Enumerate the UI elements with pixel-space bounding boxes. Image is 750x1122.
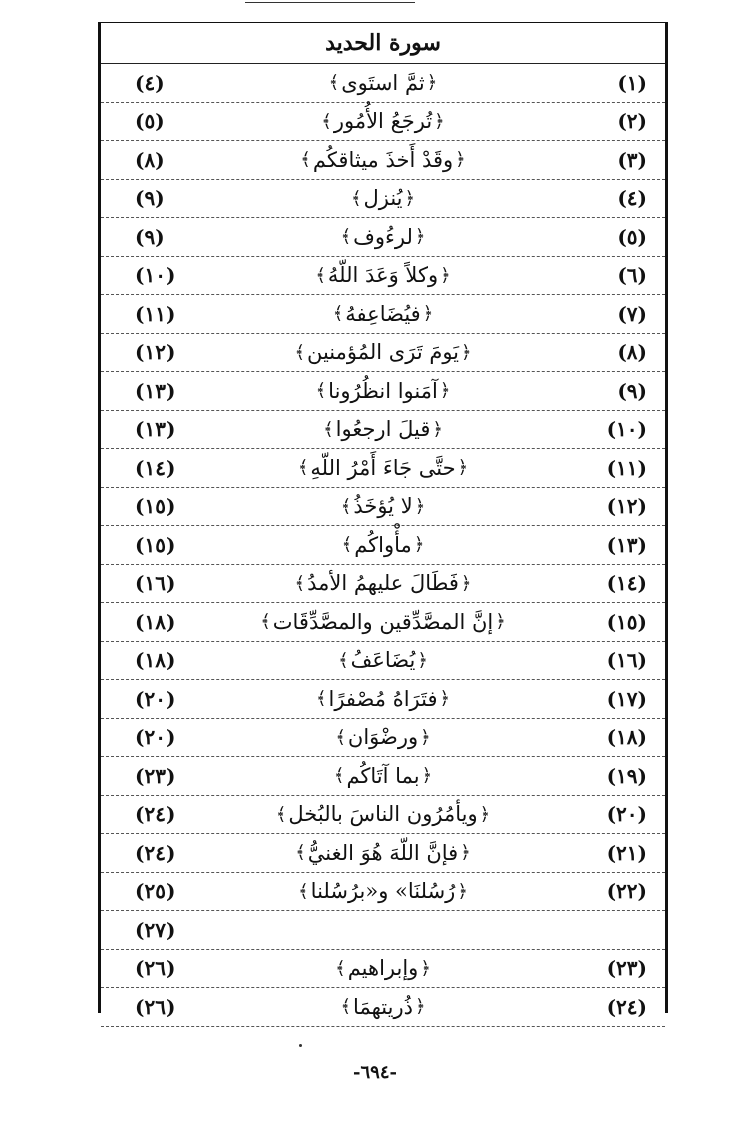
table-row (101, 141, 665, 180)
surah-title: سورة الحديد (101, 23, 665, 64)
verse-index: (٦) (617, 263, 647, 288)
verse-text-group (334, 764, 432, 788)
ornament-close-icon: ﴾ (300, 149, 311, 171)
verse-index: (١١) (606, 455, 647, 480)
ornament-open-icon: ﴿ (460, 572, 472, 594)
verse-index: (١٥) (606, 609, 647, 634)
table-row (101, 449, 665, 488)
top-rule (245, 2, 415, 3)
verse-index: (٣) (617, 147, 647, 172)
table-row (101, 873, 665, 912)
verse-text-group (316, 379, 451, 403)
page-reference: (٨) (135, 147, 165, 172)
verse-index: (١٤) (606, 571, 647, 596)
ornament-open-icon: ﴿ (455, 149, 466, 171)
verse-text-group (338, 648, 428, 672)
ornament-open-icon: ﴿ (439, 688, 451, 710)
verse-text-group (321, 109, 444, 133)
verse-text-group (335, 956, 431, 980)
table-row (101, 719, 665, 758)
verse-text-group (329, 71, 438, 95)
ornament-open-icon: ﴿ (413, 534, 425, 556)
verse-text: فإنَّ اللّهَ هُوَ الغنيُّ (307, 840, 459, 865)
verse-index: (١٢) (606, 494, 647, 519)
table-row (101, 796, 665, 835)
ornament-close-icon: ﴾ (340, 226, 352, 248)
ornament-open-icon: ﴿ (457, 880, 468, 902)
page-reference: (٢٠) (135, 686, 176, 711)
ornament-close-icon: ﴾ (335, 726, 346, 748)
verse-index: (٥) (617, 224, 647, 249)
ornament-open-icon: ﴿ (420, 726, 431, 748)
ornament-open-icon: ﴿ (432, 418, 443, 440)
index-table (98, 22, 668, 1019)
verse-text: يُضَاعَفُ (350, 648, 416, 673)
ornament-close-icon: ﴾ (275, 803, 287, 825)
table-row (101, 488, 665, 527)
ornament-close-icon: ﴾ (315, 688, 327, 710)
verse-text: ثمَّ استَوى (341, 70, 425, 95)
verse-text-group (342, 533, 425, 557)
verse-text: فيُضَاعِفهُ (345, 301, 421, 326)
table-row (101, 257, 665, 296)
verse-text: فَطَالَ عليهمُ الأمدُ (307, 571, 459, 596)
page-reference: (٢٣) (135, 763, 176, 788)
table-row (101, 988, 665, 1027)
table-row (101, 411, 665, 450)
verse-text: قيلَ ارجعُوا (335, 417, 431, 442)
verse-text-group (300, 148, 465, 172)
verse-text: يَومَ تَرَى المُؤمنين (306, 340, 460, 365)
ornament-open-icon: ﴿ (414, 495, 426, 517)
verse-index: (٢٣) (606, 956, 647, 981)
table-row (101, 950, 665, 989)
ornament-close-icon: ﴾ (295, 842, 306, 864)
verse-text: إنَّ المصَّدِّقين والمصَّدِّقَات (272, 609, 494, 634)
verse-text: رُسُلنَا» و«برُسُلنا (310, 879, 456, 904)
verse-text: تُرجَعُ الأُمُور (333, 109, 433, 134)
ornament-open-icon: ﴿ (404, 187, 416, 209)
verse-text: آمَنوا انظُرُونا (328, 378, 438, 403)
page-reference: (١٥) (135, 532, 176, 557)
verse-index: (٧) (617, 301, 647, 326)
verse-text: مأْواكُم (354, 532, 412, 557)
ornament-open-icon: ﴿ (461, 341, 472, 363)
verse-text: لرءُوف (353, 224, 413, 249)
page-reference: (١٥) (135, 494, 176, 519)
ornament-open-icon: ﴿ (417, 649, 428, 671)
page-reference: (٥) (135, 109, 165, 134)
page-number: -٦٩٤- (353, 1062, 397, 1083)
ornament-open-icon: ﴿ (460, 842, 471, 864)
ornament-close-icon: ﴾ (338, 649, 349, 671)
verse-index: (٨) (617, 340, 647, 365)
ornament-close-icon: ﴾ (321, 110, 332, 132)
page-reference: (٢٠) (135, 725, 176, 750)
ornament-close-icon: ﴾ (323, 418, 334, 440)
ornament-close-icon: ﴾ (315, 380, 327, 402)
table-row (101, 103, 665, 142)
table-row (101, 372, 665, 411)
verse-text: ورضْوَان (347, 725, 419, 750)
verse-index: (١) (617, 70, 647, 95)
ornament-close-icon: ﴾ (260, 611, 271, 633)
table-row (101, 911, 665, 950)
table-row (101, 680, 665, 719)
verse-index: (١٠) (606, 417, 647, 442)
verse-text: فتَرَاهُ مُصْفرًا (328, 686, 438, 711)
page-reference: (٢٦) (135, 956, 176, 981)
verse-text-group (295, 571, 472, 595)
ornament-close-icon: ﴾ (340, 495, 352, 517)
ornament-open-icon: ﴿ (479, 803, 491, 825)
ornament-close-icon: ﴾ (315, 264, 326, 286)
verse-text-group (298, 879, 468, 903)
page-reference: (١٨) (135, 609, 176, 634)
verse-index: (٩) (617, 378, 647, 403)
page-reference: (١٢) (135, 340, 176, 365)
table-row (101, 603, 665, 642)
page-reference: (١٨) (135, 648, 176, 673)
verse-index: (٢٢) (606, 879, 647, 904)
verse-text-group (335, 725, 430, 749)
page-reference: (١٣) (135, 417, 176, 442)
ornament-close-icon: ﴾ (297, 457, 309, 479)
page-reference: (٩) (135, 224, 165, 249)
verse-index: (١٣) (606, 532, 647, 557)
ornament-close-icon: ﴾ (335, 957, 346, 979)
verse-index: (١٨) (606, 725, 647, 750)
stray-dot (299, 1044, 302, 1047)
verse-text: ذُريتهمَا (353, 994, 413, 1019)
verse-text-group (351, 186, 415, 210)
verse-text: وكلاً وَعَدَ اللّهُ (327, 263, 439, 288)
verse-text-group (341, 995, 426, 1019)
ornament-open-icon: ﴿ (422, 303, 434, 325)
verse-index: (٢١) (606, 840, 647, 865)
verse-text-group (276, 802, 490, 826)
ornament-open-icon: ﴿ (421, 765, 433, 787)
verse-text-group (333, 302, 434, 326)
verse-text: ويأمُرُون الناسَ بالبُخل (288, 802, 478, 827)
table-row (101, 834, 665, 873)
page-reference: (٢٥) (135, 879, 176, 904)
page-reference: (١٣) (135, 378, 176, 403)
ornament-close-icon: ﴾ (332, 303, 344, 325)
table-row (101, 565, 665, 604)
ornament-open-icon: ﴿ (439, 380, 451, 402)
verse-text-group (316, 687, 450, 711)
verse-index: (١٧) (606, 686, 647, 711)
table-row (101, 64, 665, 103)
verse-index: (٢) (617, 109, 647, 134)
verse-text: يُنزل (363, 186, 403, 211)
table-row (101, 295, 665, 334)
ornament-close-icon: ﴾ (328, 72, 340, 94)
ornament-close-icon: ﴾ (350, 187, 362, 209)
ornament-open-icon: ﴿ (414, 996, 426, 1018)
verse-text-group (260, 610, 506, 634)
verse-text: وقَدْ أَخذَ ميثاقكُم (312, 147, 454, 172)
page-reference: (٢٧) (135, 917, 176, 942)
page-reference: (٢٦) (135, 994, 176, 1019)
verse-text-group (298, 456, 468, 480)
verse-index: (٤) (617, 186, 647, 211)
verse-text-group (294, 340, 471, 364)
ornament-open-icon: ﴿ (426, 72, 438, 94)
table-row (101, 757, 665, 796)
ornament-close-icon: ﴾ (294, 572, 306, 594)
ornament-close-icon: ﴾ (298, 880, 309, 902)
verse-text: وإبراهيم (347, 956, 419, 981)
verse-text-group (341, 494, 425, 518)
table-row (101, 180, 665, 219)
ornament-open-icon: ﴿ (457, 457, 469, 479)
page-reference: (١٦) (135, 571, 176, 596)
page-reference: (٢٤) (135, 840, 176, 865)
verse-text: لا يُؤخَذُ (353, 494, 413, 519)
verse-text-group (295, 841, 471, 865)
rows-container (101, 64, 665, 1027)
ornament-open-icon: ﴿ (440, 264, 451, 286)
page-reference: (١٠) (135, 263, 176, 288)
verse-text: حتَّى جَاءَ أَمْرُ اللّهِ (310, 455, 456, 480)
ornament-open-icon: ﴿ (495, 611, 506, 633)
verse-text-group (323, 417, 443, 441)
ornament-open-icon: ﴿ (414, 226, 426, 248)
ornament-close-icon: ﴾ (341, 534, 353, 556)
table-row (101, 642, 665, 681)
page-reference: (١٤) (135, 455, 176, 480)
table-row (101, 526, 665, 565)
verse-text: بما آتَاكُم (346, 763, 420, 788)
table-row (101, 218, 665, 257)
page-reference: (٩) (135, 186, 165, 211)
verse-index: (٢٠) (606, 802, 647, 827)
ornament-close-icon: ﴾ (340, 996, 352, 1018)
verse-text-group (341, 225, 426, 249)
verse-index: (١٩) (606, 763, 647, 788)
ornament-close-icon: ﴾ (333, 765, 345, 787)
page-reference: (٢٤) (135, 802, 176, 827)
ornament-close-icon: ﴾ (294, 341, 305, 363)
ornament-open-icon: ﴿ (420, 957, 431, 979)
table-row (101, 334, 665, 373)
verse-index: (٢٤) (606, 994, 647, 1019)
verse-index: (١٦) (606, 648, 647, 673)
page-reference: (٤) (135, 70, 165, 95)
verse-text-group (315, 263, 450, 287)
page-reference: (١١) (135, 301, 176, 326)
ornament-open-icon: ﴿ (434, 110, 445, 132)
